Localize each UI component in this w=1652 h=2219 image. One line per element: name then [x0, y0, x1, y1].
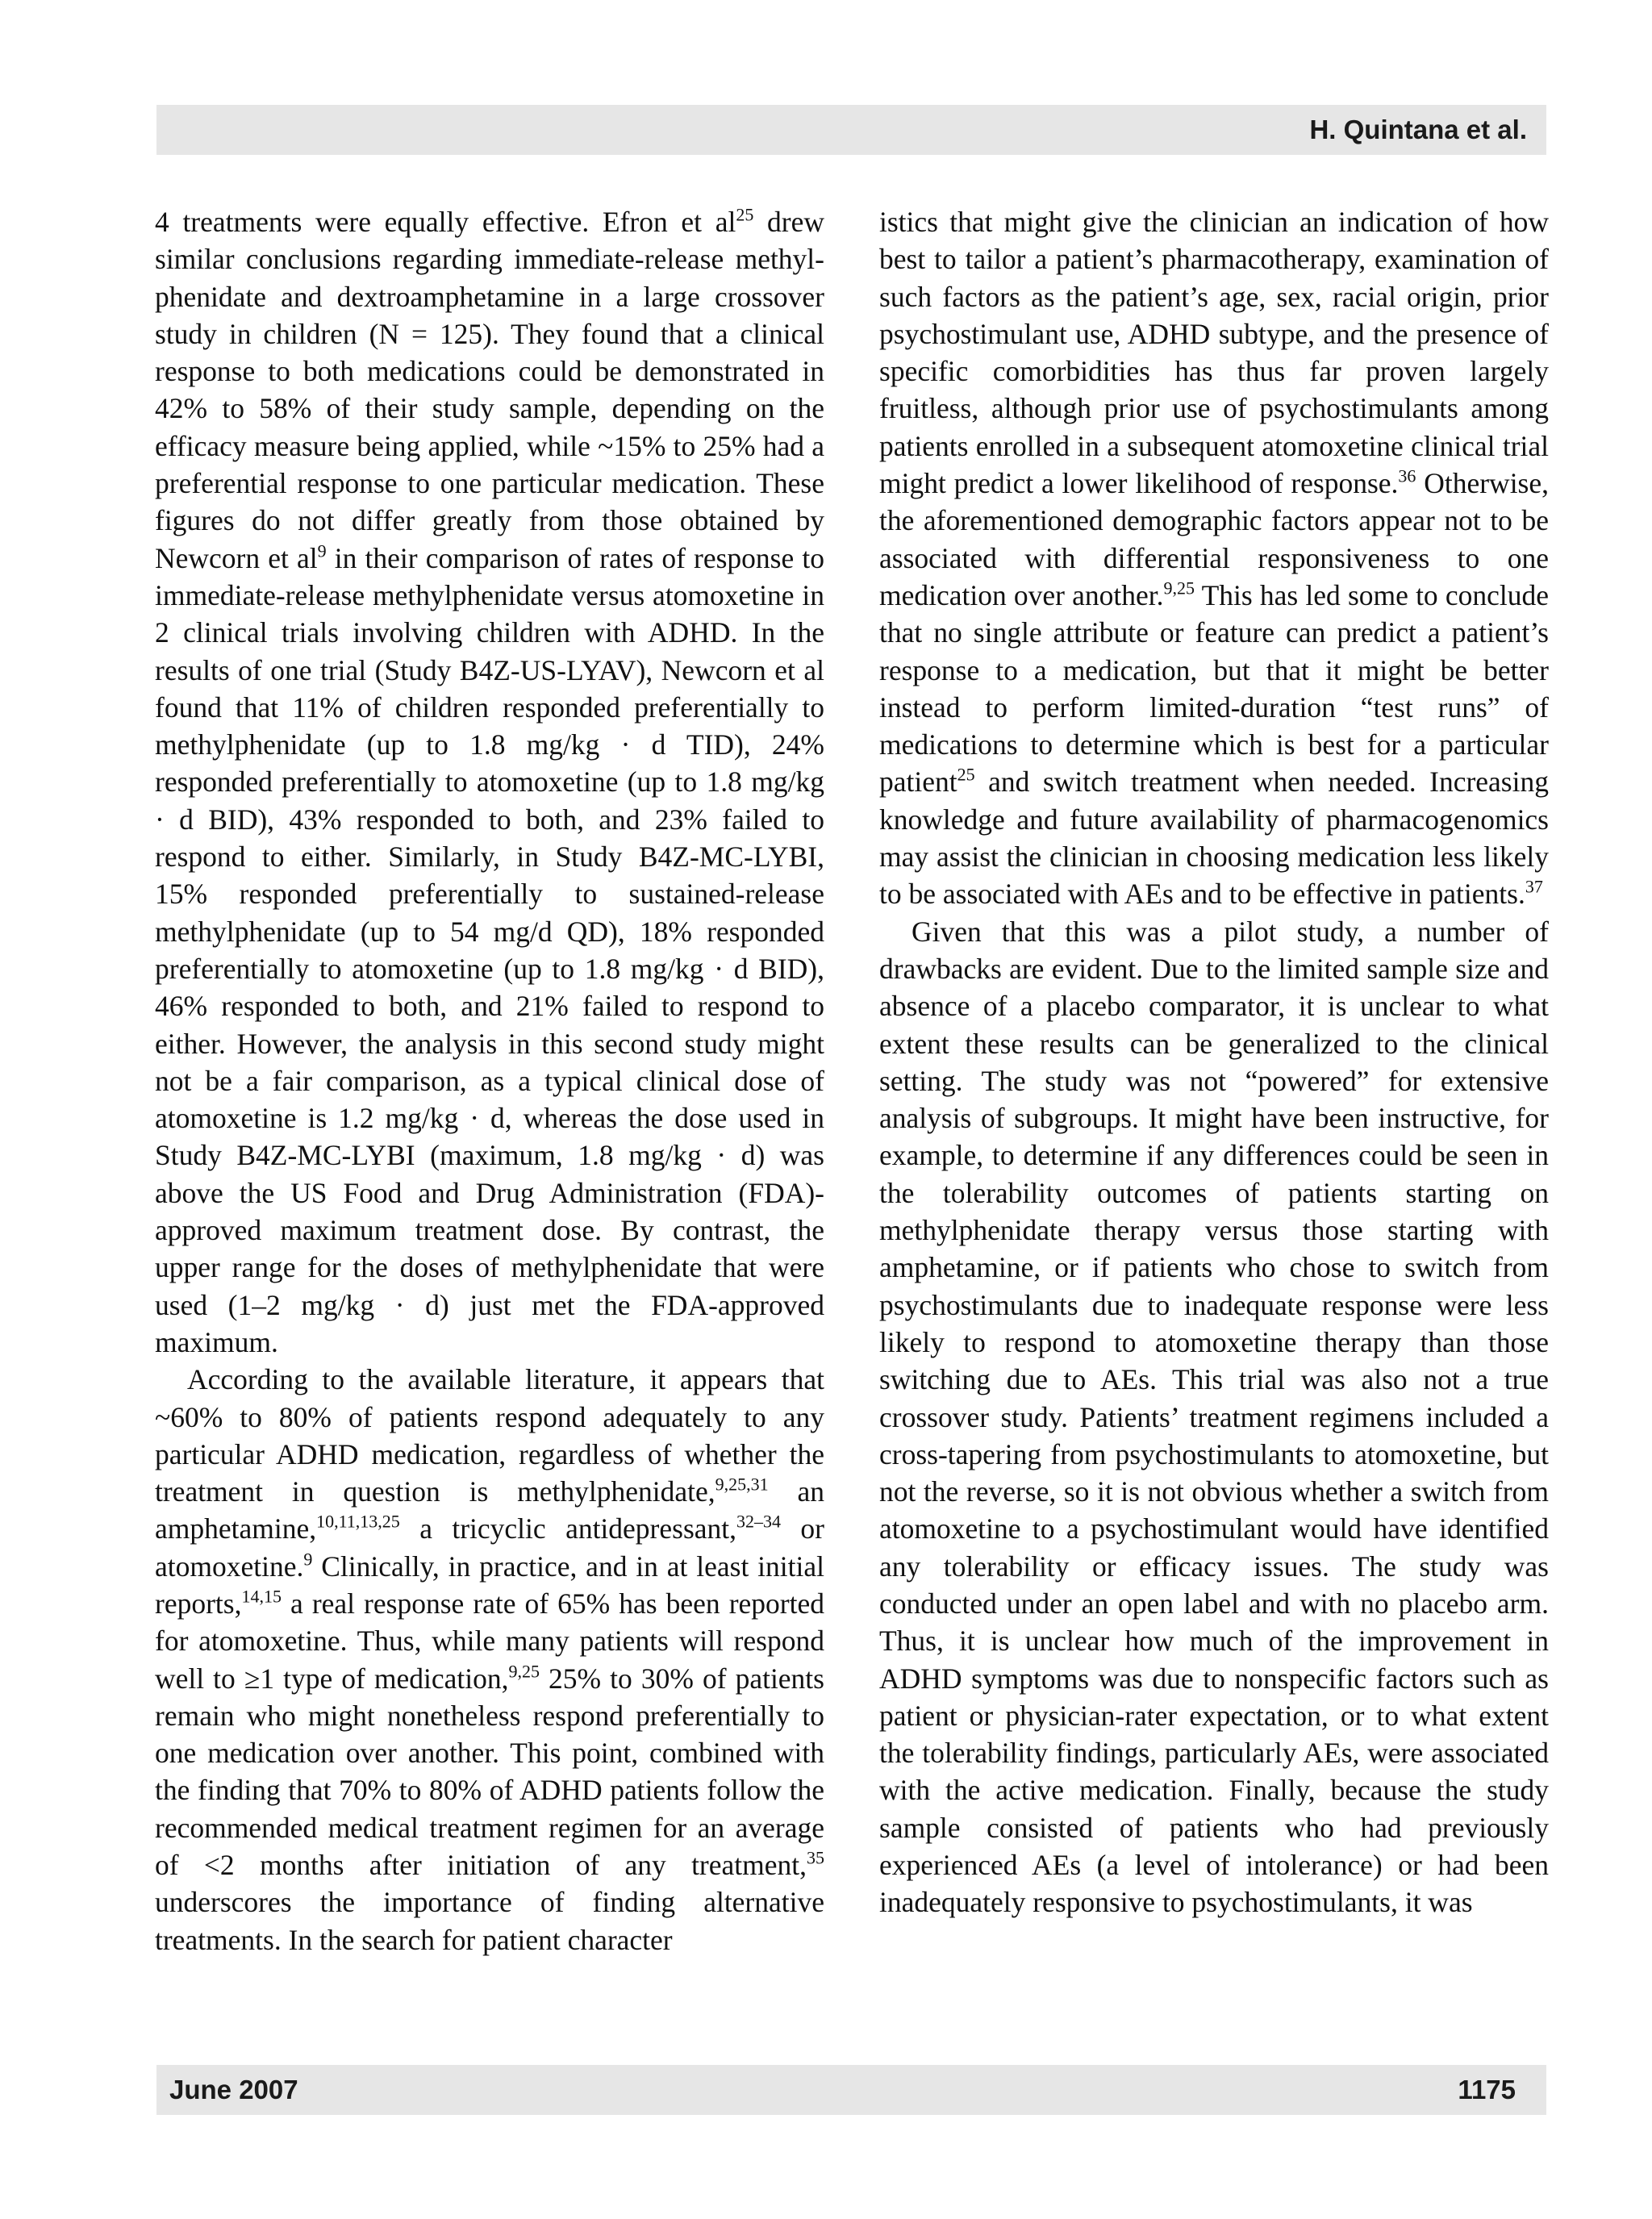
citation: 9,25: [1163, 578, 1195, 599]
citation: 9,25: [508, 1660, 540, 1681]
running-head-authors: H. Quintana et al.: [1309, 115, 1527, 144]
right-column: [879, 203, 1549, 1921]
citation: 10,11,13,25: [316, 1511, 400, 1532]
citation: 9: [303, 1549, 313, 1570]
issue-date: June 2007: [169, 2075, 298, 2104]
citation: 37: [1525, 876, 1543, 897]
right-paragraph-1: istics that might give the clinician an indication of how best to tailor a patient’s pharmacotherapy, examination of such factors as the patient’s age, sex, racial origin, prior psychostimulant use, ADHD subtype, and the presence of specific comorbidities has thus far proven largely fruitless, although prior use of psychostimulants among patients enrolled in a subsequent atomoxetine clinical trial might predict a lower likelihood of response.$^{36}$ Otherwise, the aforementioned demographic factors appear not to be associated with differential responsiveness to one medication over another.$^{9,25}$ This has led some to conclude that no single attribute or feature can predict a patient’s response to a medication, but that it might be better instead to perform limited-duration “test runs” of medications to determine which is best for a particular patient$^{25}$ and switch treatment when needed. Increasing knowledge and future availability of pharmacogenomics may assist the clinician in choosing medication less likely to be associated with AEs and to be effective in patients.$^{37}$: [879, 206, 1550, 911]
left-paragraph-2: According to the available literature, it appears that ~60% to 80% of patients respond adequately to any particular ADHD medication, regardless of whether the treatment in question is methylphenidate,$^{9,25,31}$ an amphetamine,$^{10,11,13,25}$ a tricyclic antidepressant,$^{32-34}$ or atomoxetine.$^9$ Clinically, in practice, and in at least initial reports,$^{14,15}$ a real response rate of 65% has been reported for atomoxetine. Thus, while many patients will respond well to ≥1 type of medication,$^{9,25}$ 25% to 30% of patients remain who might nonetheless respond preferentially to one medication over another. This point, combined with the finding that 70% to 80% of ADHD patients follow the recommended medical treatment regimen for an average of <2 months after initiation of any treatment,$^{35}$ underscores the importance of finding alternative treatments. In the search for patient character: [155, 1363, 824, 1956]
left-paragraph-1: 4 treatments were equally effective. Efron et $al^{25}$ drew similar conclusions regarding immediate-release methylphenidate and dextroamphetamine in a large crossover study in children (N = 125). They found that a clinical response to both medications could be demonstrated in 42% to 58% of their study sample, depending on the efficacy measure being applied, while ~15% to 25% had a preferential response to one particular medication. These figures do not differ greatly from those obtained by Newcorn et $al^9$ in their comparison of rates of response to immediate-release methylphenidate versus atomoxetine in 2 clinical trials involving children with ADHD. In the results of one trial (Study B4Z-US-LYAV), Newcorn et al found that 11% of children responded preferentially to methylphenidate (up to 1.8 mg/kg · d TID), 24% responded preferentially to atomoxetine (up to 1.8 mg/kg · d BID), 43% responded to both, and 23% failed to respond to either. Similarly, in Study B4Z-MC-LYBI, 15% responded preferentially to sustained-release methylphenidate (up to 54 mg/d QD), 18% responded preferentially to atomoxetine (up to 1.8 mg/kg · d BID), 46% responded to both, and 21% failed to respond to either. However, the analysis in this second study might not be a fair comparison, as a typical clinical dose of atomoxetine is 1.2 mg/kg · d, whereas the dose used in Study B4Z-MC-LYBI (maximum, 1.8 mg/kg · d) was above the US Food and Drug Administration (FDA)-approved maximum treatment dose. By contrast, the upper range for the doses of methylphenidate that were used (1–2 mg/kg · d) just met the FDA-approved maximum.: [155, 204, 824, 1358]
citation: 25: [957, 764, 975, 785]
citation: 32–34: [736, 1511, 782, 1532]
citation: 36: [1398, 465, 1416, 486]
running-header: [156, 105, 1546, 155]
left-column: [155, 203, 824, 1958]
citation: 25: [736, 204, 754, 225]
page-footer: [156, 2065, 1546, 2115]
citation: 14,15: [241, 1586, 282, 1607]
page-number: 1175: [1458, 2075, 1516, 2104]
right-paragraph-2: Given that this was a pilot study, a number of drawbacks are evident. Due to the limited sample size and absence of a placebo comparator, it is unclear to what extent these results can be generalized to the clinical setting. The study was not “powered” for extensive analysis of subgroups. It might have been instructive, for example, to determine if any differences could be seen in the tolerability outcomes of patients starting on methylphenidate therapy versus those starting with amphetamine, or if patients who chose to switch from psychostimulants due to inadequate response were less likely to respond to atomoxetine therapy than those switching due to AEs. This trial was also not a true crossover study. Patients’ treatment regimens included a cross-tapering from psychostimulants to atomoxetine, but not the reverse, so it is not obvious whether a switch from atomoxetine to a psychostimulant would have identified any tolerability or efficacy issues. The study was conducted under an open label and with no placebo arm. Thus, it is unclear how much of the improvement in ADHD symptoms was due to nonspecific factors such as patient or physician-rater expectation, or to what extent the tolerability findings, particularly AEs, were associated with the active medication. Finally, because the study sample consisted of patients who had previously experienced AEs (a level of intolerance) or had been inadequately responsive to psychostimulants, it was: [879, 915, 1549, 1919]
citation: 9: [317, 540, 327, 561]
citation: 35: [807, 1847, 824, 1868]
citation: 9,25,31: [715, 1474, 769, 1495]
